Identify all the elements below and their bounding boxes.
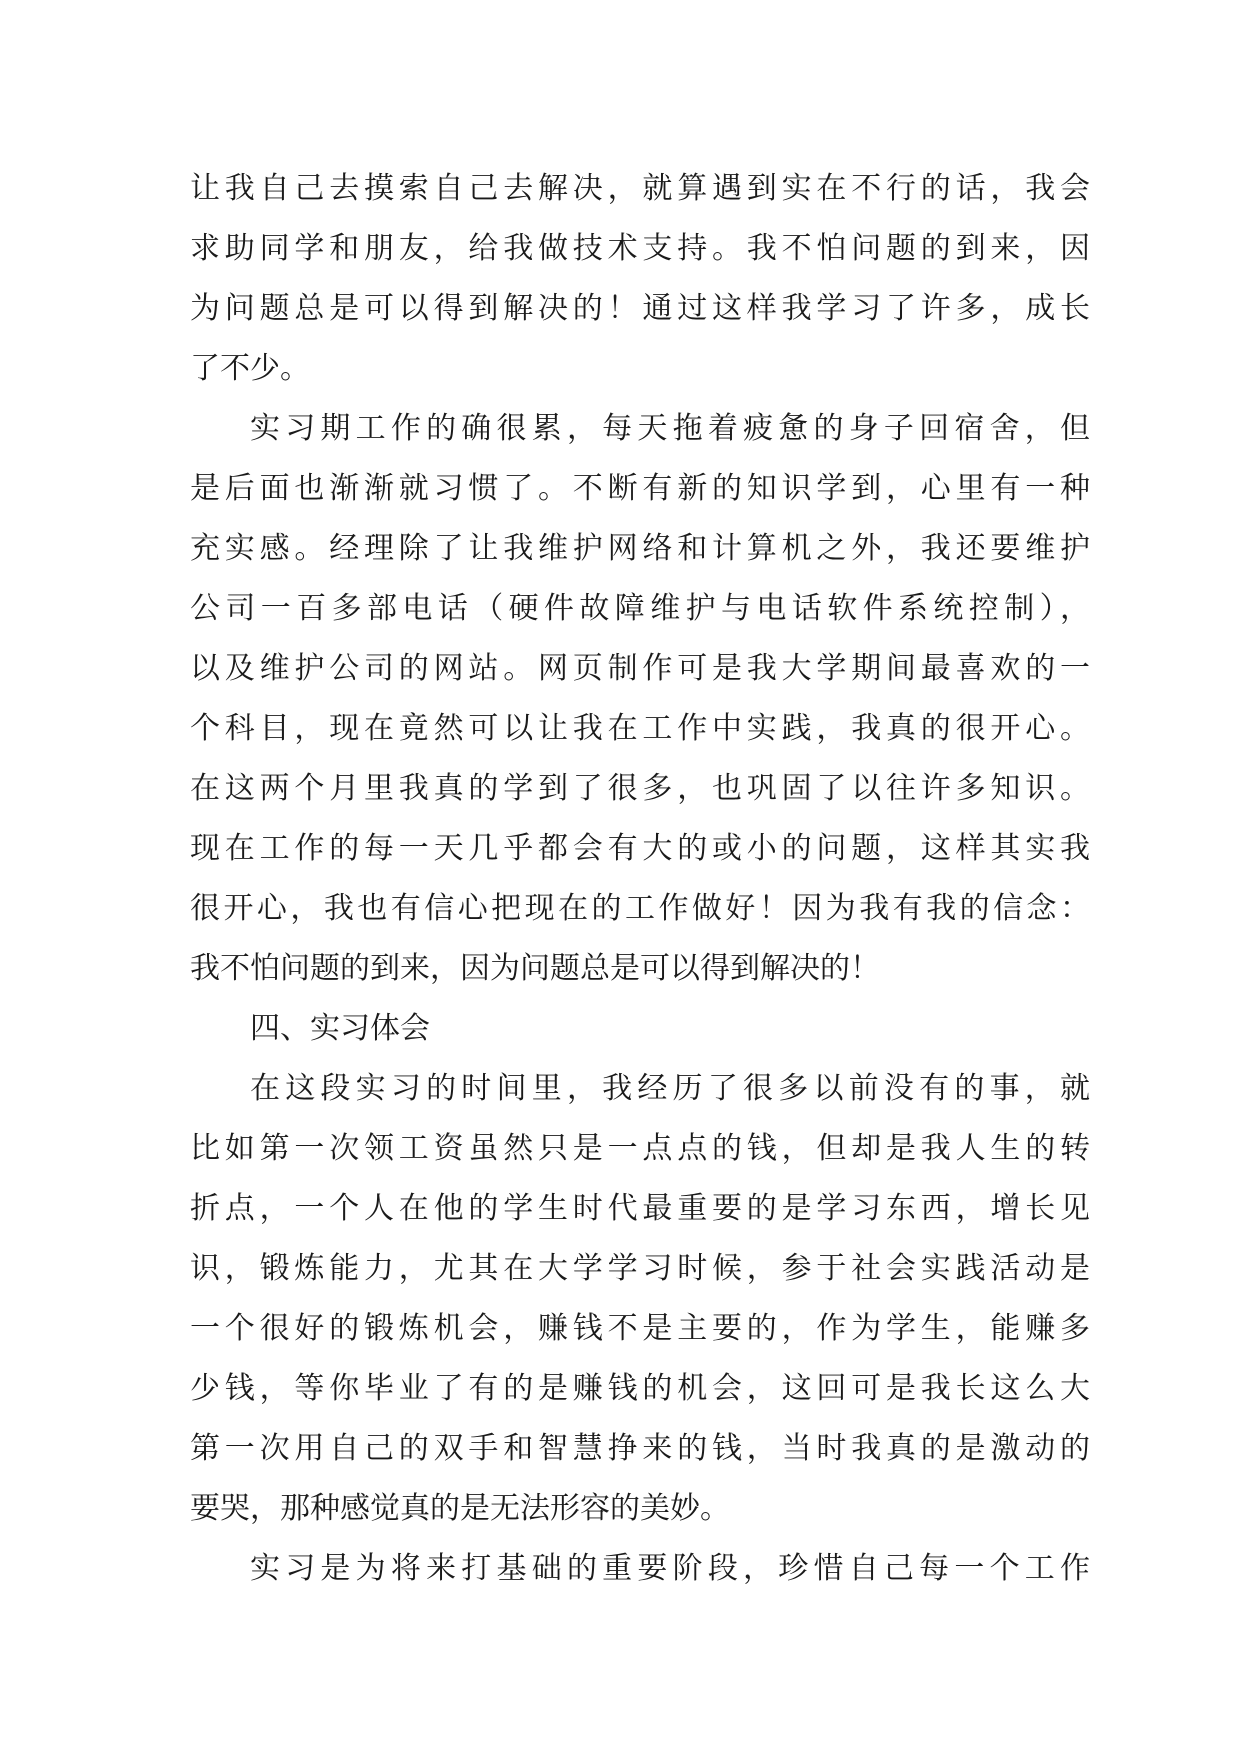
- text-line: 公司一百多部电话（硬件故障维护与电话软件系统控制），: [190, 591, 1090, 626]
- paragraph-first-line: 在这段实习的时间里，我经历了很多以前没有的事，就: [250, 1071, 1090, 1106]
- text-line: 第一次用自己的双手和智慧挣来的钱，当时我真的是激动的: [190, 1431, 1090, 1466]
- text-line: 让我自己去摸索自己去解决，就算遇到实在不行的话，我会: [190, 171, 1090, 206]
- text-line: 识，锻炼能力，尤其在大学学习时候，参于社会实践活动是: [190, 1251, 1090, 1286]
- text-line: 比如第一次领工资虽然只是一点点的钱，但却是我人生的转: [190, 1131, 1090, 1166]
- text-line: 充实感。经理除了让我维护网络和计算机之外，我还要维护: [190, 531, 1090, 566]
- paragraph-first-line: 实习是为将来打基础的重要阶段，珍惜自己每一个工作: [250, 1551, 1090, 1586]
- text-line: 一个很好的锻炼机会，赚钱不是主要的，作为学生，能赚多: [190, 1311, 1090, 1346]
- text-line: 我不怕问题的到来，因为问题总是可以得到解决的！: [190, 951, 880, 986]
- text-line: 在这两个月里我真的学到了很多，也巩固了以往许多知识。: [190, 771, 1090, 806]
- text-line: 是后面也渐渐就习惯了。不断有新的知识学到，心里有一种: [190, 471, 1090, 506]
- text-line: 要哭，那种感觉真的是无法形容的美妙。: [190, 1491, 730, 1526]
- text-line: 以及维护公司的网站。网页制作可是我大学期间最喜欢的一: [190, 651, 1090, 686]
- text-line: 求助同学和朋友，给我做技术支持。我不怕问题的到来，因: [190, 231, 1090, 266]
- section-heading: 四、实习体会: [250, 1011, 430, 1046]
- text-line: 折点，一个人在他的学生时代最重要的是学习东西，增长见: [190, 1191, 1090, 1226]
- text-line: 现在工作的每一天几乎都会有大的或小的问题，这样其实我: [190, 831, 1090, 866]
- text-line: 很开心，我也有信心把现在的工作做好！因为我有我的信念：: [190, 891, 1090, 926]
- paragraph-first-line: 实习期工作的确很累，每天拖着疲惫的身子回宿舍，但: [250, 411, 1090, 446]
- text-line: 个科目，现在竟然可以让我在工作中实践，我真的很开心。: [190, 711, 1090, 746]
- text-line: 了不少。: [190, 351, 310, 386]
- text-line: 为问题总是可以得到解决的！通过这样我学习了许多，成长: [190, 291, 1090, 326]
- text-line: 少钱，等你毕业了有的是赚钱的机会，这回可是我长这么大: [190, 1371, 1090, 1406]
